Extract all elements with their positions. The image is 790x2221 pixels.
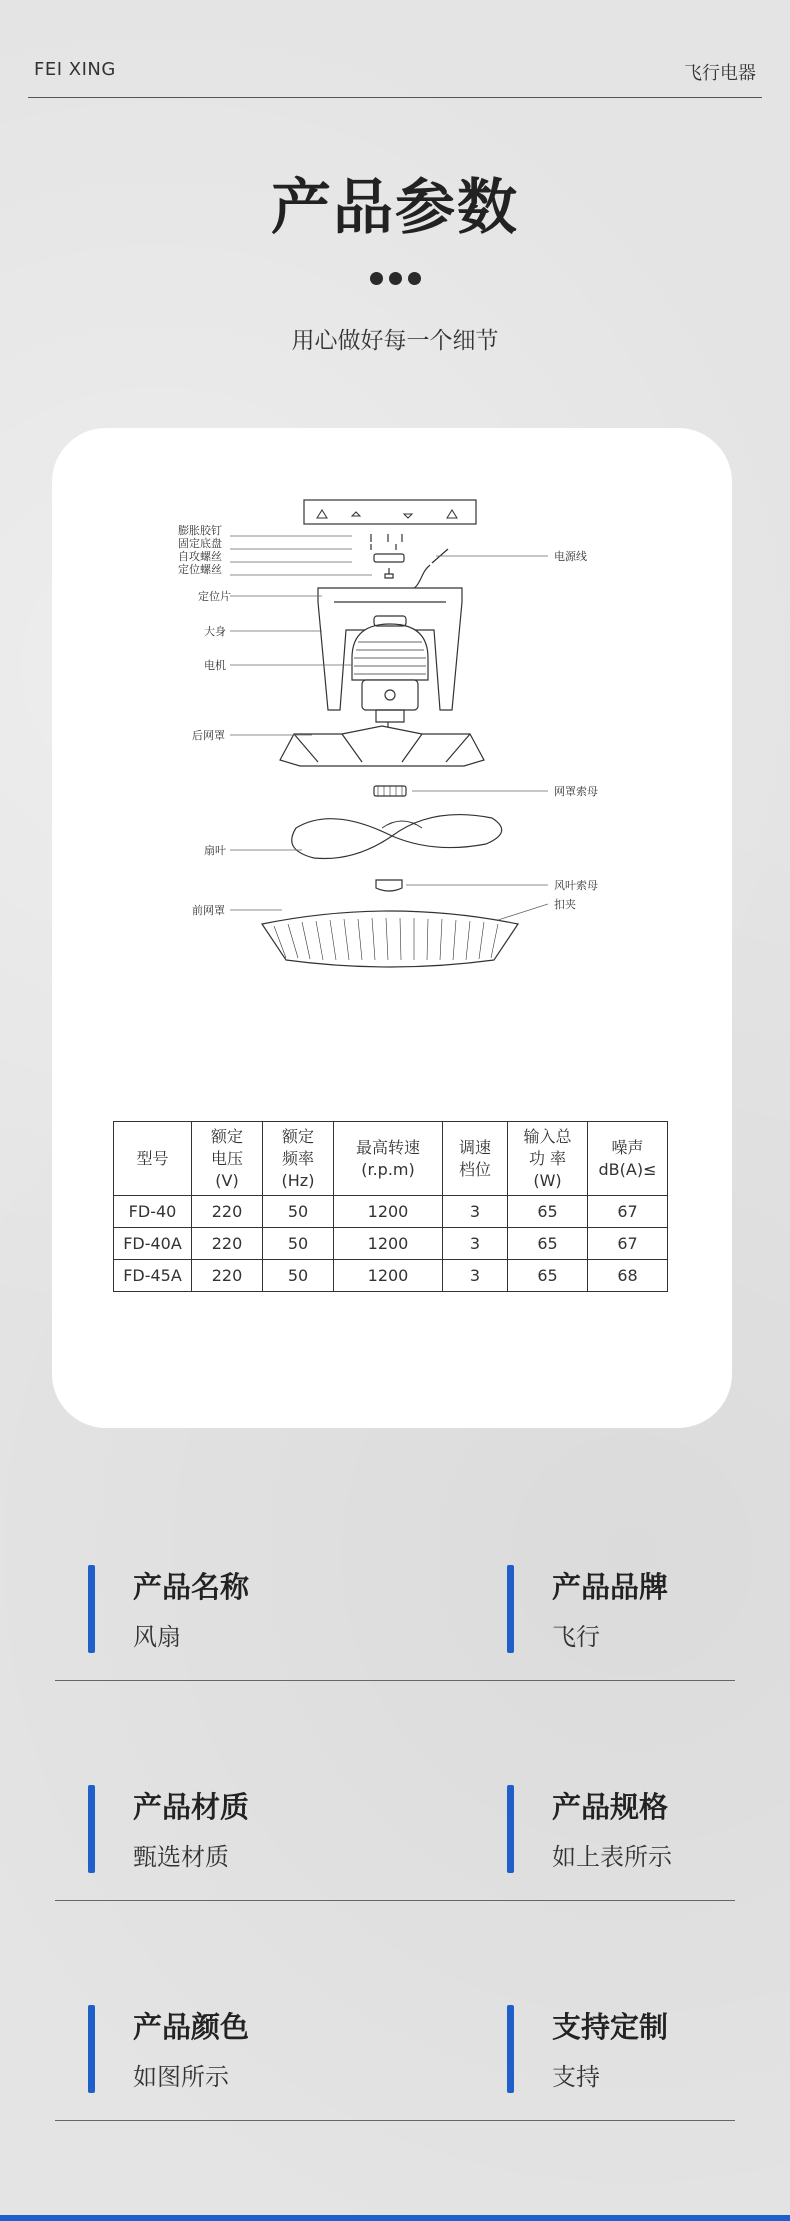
fan-exploded-diagram: [52, 428, 732, 1028]
table-cell: 68: [588, 1260, 668, 1292]
table-row: [114, 1196, 668, 1228]
table-cell: 65: [508, 1228, 588, 1260]
spec-card: [52, 428, 732, 1428]
table-cell: 3: [443, 1196, 508, 1228]
table-cell: 3: [443, 1228, 508, 1260]
dot-icon: [389, 272, 402, 285]
info-label: 产品品牌: [552, 1570, 669, 1604]
diagram-label: 定位片: [198, 590, 231, 603]
table-cell: 50: [263, 1260, 334, 1292]
diagram-label: 风叶索母: [554, 879, 598, 892]
dot-icon: [408, 272, 421, 285]
info-value: 甄选材质: [133, 1843, 229, 1871]
diagram-label: 电机: [204, 659, 226, 672]
table-row: [114, 1228, 668, 1260]
table-header: 型号: [114, 1122, 192, 1196]
info-value: 飞行: [552, 1623, 600, 1651]
info-label: 产品名称: [133, 1570, 250, 1604]
info-row: [55, 1900, 735, 2121]
table-header: 输入总 功 率 (W): [508, 1122, 588, 1196]
info-label: 产品颜色: [133, 2010, 250, 2044]
table-header: 调速 档位: [443, 1122, 508, 1196]
diagram-label: 自攻螺丝: [178, 550, 222, 563]
diagram-label: 大身: [204, 625, 226, 638]
info-row: [55, 1680, 735, 1901]
accent-bar: [88, 1565, 95, 1653]
table-cell: 65: [508, 1260, 588, 1292]
table-cell: 1200: [334, 1196, 443, 1228]
diagram-label: 固定底盘: [178, 537, 222, 550]
spec-table: [113, 1121, 668, 1292]
accent-bar: [507, 1785, 514, 1873]
page-subtitle: 用心做好每一个细节: [291, 328, 499, 354]
diagram-label: 扣夹: [554, 898, 576, 911]
table-cell: FD-40: [114, 1196, 192, 1228]
table-cell: 3: [443, 1260, 508, 1292]
info-row: [55, 1460, 735, 1681]
diagram-label: 扇叶: [204, 844, 226, 857]
info-label: 支持定制: [552, 2010, 669, 2044]
decorative-dots: [0, 272, 790, 285]
table-cell: 65: [508, 1196, 588, 1228]
table-cell: 220: [192, 1260, 263, 1292]
table-row: [114, 1260, 668, 1292]
top-bar: [28, 55, 762, 98]
table-cell: 220: [192, 1228, 263, 1260]
info-value: 风扇: [133, 1623, 181, 1651]
table-header: 噪声 dB(A)≤: [588, 1122, 668, 1196]
diagram-label: 后网罩: [192, 729, 225, 742]
accent-bar: [507, 2005, 514, 2093]
diagram-label: 电源线: [554, 550, 587, 563]
diagram-label: 网罩索母: [554, 785, 598, 798]
table-header: 额定 电压 (V): [192, 1122, 263, 1196]
table-cell: 67: [588, 1196, 668, 1228]
brand-english: FEI XING: [34, 59, 116, 80]
accent-bar: [507, 1565, 514, 1653]
info-value: 如上表所示: [552, 1843, 672, 1871]
table-cell: FD-45A: [114, 1260, 192, 1292]
table-cell: 220: [192, 1196, 263, 1228]
table-header: 额定 频率 (Hz): [263, 1122, 334, 1196]
table-cell: 1200: [334, 1228, 443, 1260]
diagram-label: 定位螺丝: [178, 563, 222, 576]
info-value: 如图所示: [133, 2063, 229, 2091]
dot-icon: [370, 272, 383, 285]
table-cell: 67: [588, 1228, 668, 1260]
table-cell: 50: [263, 1196, 334, 1228]
page-title: 产品参数: [271, 173, 519, 243]
diagram-labels-left: [178, 523, 231, 917]
info-value: 支持: [552, 2063, 600, 2091]
table-cell: FD-40A: [114, 1228, 192, 1260]
table-cell: 1200: [334, 1260, 443, 1292]
accent-bar: [88, 2005, 95, 2093]
table-header-row: [114, 1122, 668, 1196]
accent-bar: [88, 1785, 95, 1873]
diagram-label: 前网罩: [192, 904, 225, 917]
info-label: 产品材质: [133, 1790, 250, 1824]
bottom-accent-bar: [0, 2215, 790, 2221]
table-cell: 50: [263, 1228, 334, 1260]
diagram-label: 膨胀胶钉: [178, 524, 222, 537]
info-label: 产品规格: [552, 1790, 669, 1824]
brand-chinese: 飞行电器: [684, 63, 756, 84]
diagram-labels-right: [554, 549, 598, 911]
table-header: 最高转速 (r.p.m): [334, 1122, 443, 1196]
